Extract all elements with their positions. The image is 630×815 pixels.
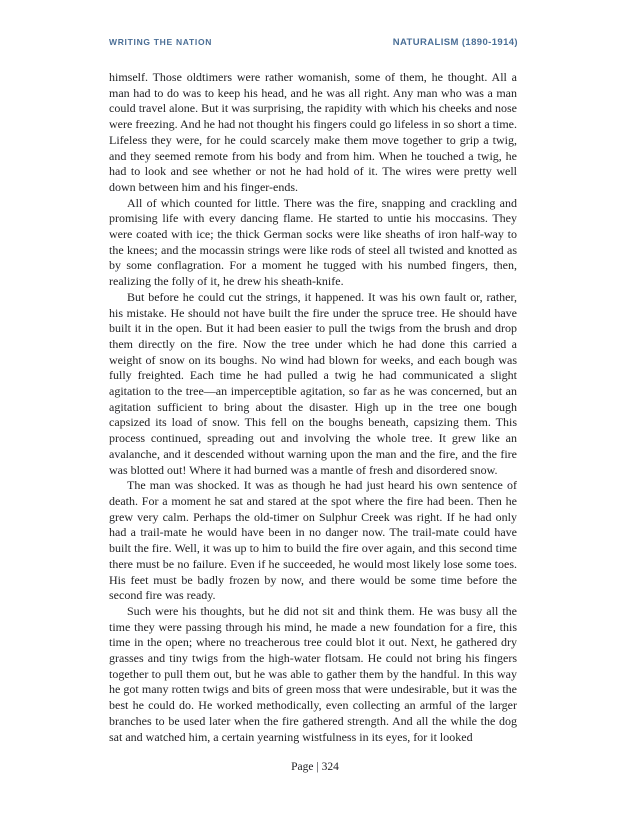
running-header — [109, 37, 518, 48]
running-head-right: NATURALISM (1890-1914) — [392, 37, 518, 48]
page-number: Page | 324 — [291, 761, 339, 773]
paragraph-2: All of which counted for little. There was the fire, snapping and crackling and promising life with every dancing flame. He started to untie his moccasins. They were coated with ice; the thick German socks were like sheaths of iron half-way to the knees; and the mocassin strings were like rods of steel all twisted and knotted as by some conflagration. For a moment he tugged with his numbed fingers, then, realizing the folly of it, he drew his sheath-knife. — [109, 195, 517, 289]
paragraph-4: The man was shocked. It was as though he had just heard his own sentence of death. For a moment he sat and stared at the spot where the fire had been. Then he grew very calm. Perhaps the old-timer on Sulphur Creek was right. If he had only had a trail-mate he would have been in no danger now. The trail-mate could have built the fire. Well, it was up to him to build the fire over again, and this second time there must be no failure. Even if he succeeded, he would most likely lose some toes. His feet must be badly frozen by now, and there would be some time before the second fire was ready. — [109, 478, 517, 603]
paragraph-3: But before he could cut the strings, it happened. It was his own fault or, rather, his mistake. He should not have built the fire under the spruce tree. He should have built it in the open. But it had been easier to pull the twigs from the brush and drop them directly on the fire. Now the tree under which he had done this carried a weight of snow on its boughs. No wind had blown for weeks, and each bough was fully freighted. Each time he had pulled a twig he had communicated a slight agitation to the tree—an imperceptible agitation, so far as he was concerned, but an agitation sufficient to bring about the disaster. High up in the tree one bough capsized its load of snow. This fell on the boughs beneath, capsizing them. This process continued, spreading out and involving the whole tree. It grew like an avalanche, and it descended without warning upon the man and the fire, and the fire was blotted out! Where it had burned was a mantle of fresh and disordered snow. — [109, 289, 517, 477]
running-head-left: WRITING THE NATION — [109, 37, 213, 47]
paragraph-1: himself. Those oldtimers were rather womanish, some of them, he thought. All a man had to do was to keep his head, and he was all right. Any man who was a man could travel alone. But it was surprising, the rapidity with which his cheeks and nose were freezing. And he had not thought his fingers could go lifeless in so short a time. Lifeless they were, for he could scarcely make them move together to grip a twig, and they seemed remote from his body and from him. When he touched a twig, he had to look and see whether or not he had hold of it. The wires were pretty well down between him and his finger-ends. — [109, 70, 517, 194]
body-text — [109, 70, 517, 745]
paragraph-5: Such were his thoughts, but he did not sit and think them. He was busy all the time they were passing through his mind, he made a new foundation for a fire, this time in the open; where no treacherous tree could blot it out. Next, he gathered dry grasses and tiny twigs from the high-water flotsam. He could not bring his fingers together to pull them out, but he was able to gather them by the handful. In this way he got many rotten twigs and bits of green moss that were undesirable, but it was the best he could do. He worked methodically, even collecting an armful of the larger branches to be used later when the fire gathered strength. And all the while the dog sat and watched him, a certain yearning wistfulness in its eyes, for it looked — [109, 603, 517, 744]
